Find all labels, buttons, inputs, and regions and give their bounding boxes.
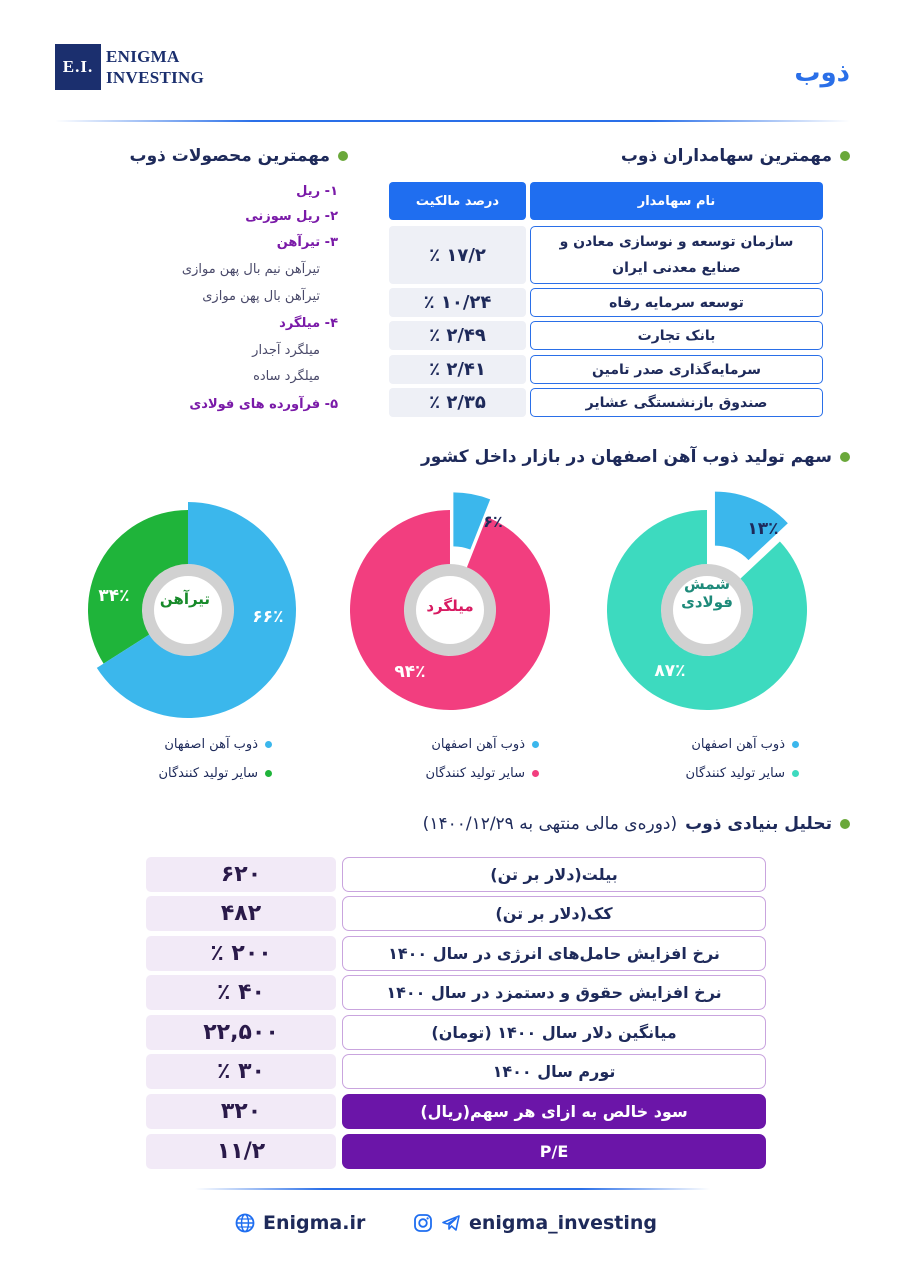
product-item: ۵- فرآورده های فولادی (189, 397, 338, 412)
slice-label-zob: ۶٪ (483, 512, 503, 531)
analysis-value: ۲۲,۵۰۰ (146, 1015, 336, 1050)
legend-others: سایر تولید کنندگان (685, 766, 799, 781)
product-subitem: میلگرد ساده (253, 369, 320, 384)
legend-dot-icon (265, 770, 272, 777)
slice-label-zob: ۱۳٪ (747, 519, 779, 539)
telegram-icon (441, 1213, 461, 1233)
legend-others: سایر تولید کنندگان (425, 766, 539, 781)
footer-divider (195, 1188, 710, 1190)
analysis-label: نرخ افزایش حامل‌های انرژی در سال ۱۴۰۰ (342, 936, 766, 971)
product-subitem: تیرآهن نیم بال پهن موازی (181, 262, 320, 277)
shareholder-name: صندوق بازنشستگی عشایر (530, 388, 823, 417)
logo-text (106, 46, 204, 88)
analysis-label: P/E (342, 1134, 766, 1169)
analysis-value: ۶۲۰ (146, 857, 336, 892)
bullet-icon (338, 151, 348, 161)
shareholder-pct: ۲/۳۵ ٪ (389, 388, 526, 417)
legend-zob: ذوب آهن اصفهان (691, 737, 799, 752)
products-heading: مهمترین محصولات ذوب (130, 146, 348, 166)
website-link[interactable]: Enigma.ir (235, 1212, 365, 1234)
bullet-icon (840, 819, 850, 829)
shareholder-pct: ۲/۴۹ ٪ (389, 321, 526, 350)
shareholder-name: بانک تجارت (530, 321, 823, 350)
header-divider (55, 120, 850, 122)
logo-line2: INVESTING (106, 68, 205, 87)
instagram-icon (413, 1213, 433, 1233)
shareholder-name: سرمایه‌گذاری صدر تامین (530, 355, 823, 384)
shareholders-heading: مهمترین سهامداران ذوب (621, 146, 850, 166)
product-item: ۲- ریل سوزنی (245, 209, 338, 224)
analysis-heading: تحلیل بنیادی ذوب (دوره‌ی مالی منتهی به ۱۴۰۰/۱۲/۲۹) (423, 814, 850, 834)
analysis-label: سود خالص به ازای هر سهم(ریال) (342, 1094, 766, 1129)
analysis-label: نرخ افزایش حقوق و دستمزد در سال ۱۴۰۰ (342, 975, 766, 1010)
product-item: ۴- میلگرد (279, 316, 338, 331)
donut-center-label: شمش فولادی (681, 575, 733, 611)
col-header-name: نام سهامدار (530, 182, 823, 220)
analysis-value: ۴۸۲ (146, 896, 336, 931)
social-link[interactable]: enigma_investing (413, 1212, 657, 1234)
slice-label-zob: ۶۶٪ (252, 607, 284, 627)
product-subitem: میلگرد آجدار (252, 343, 320, 358)
logo-line1: ENIGMA (106, 47, 180, 66)
legend-dot-icon (792, 741, 799, 748)
bullet-icon (840, 452, 850, 462)
product-subitem: تیرآهن بال پهن موازی (202, 289, 320, 304)
analysis-label: کک(دلار بر تن) (342, 896, 766, 931)
legend-dot-icon (265, 741, 272, 748)
legend-dot-icon (532, 741, 539, 748)
donut-center-label: تیرآهن (159, 590, 211, 608)
analysis-value: ۲۰۰ ٪ (146, 936, 336, 971)
analysis-value: ۳۰ ٪ (146, 1054, 336, 1089)
analysis-value: ۴۰ ٪ (146, 975, 336, 1010)
page-title: ذوب (794, 58, 850, 88)
legend-others: سایر تولید کنندگان (158, 766, 272, 781)
legend-zob: ذوب آهن اصفهان (164, 737, 272, 752)
shareholder-pct: ۱۰/۲۴ ٪ (389, 288, 526, 317)
shareholder-name: سازمان توسعه و نوسازی معادن و صنایع معدنی ایران (530, 226, 823, 284)
col-header-pct: درصد مالکیت (389, 182, 526, 220)
donut-hole (154, 576, 222, 644)
legend-zob: ذوب آهن اصفهان (431, 737, 539, 752)
legend-dot-icon (532, 770, 539, 777)
analysis-value: ۳۲۰ (146, 1094, 336, 1129)
logo-mark: E.I. (55, 44, 101, 90)
shareholder-name: توسعه سرمایه رفاه (530, 288, 823, 317)
slice-label-others: ۳۴٪ (98, 586, 130, 606)
product-item: ۱- ریل (296, 184, 338, 199)
legend-dot-icon (792, 770, 799, 777)
slice-label-others: ۸۷٪ (654, 661, 686, 681)
analysis-value: ۱۱/۲ (146, 1134, 336, 1169)
product-item: ۳- تیرآهن (276, 235, 338, 250)
shareholder-pct: ۲/۴۱ ٪ (389, 355, 526, 384)
bullet-icon (840, 151, 850, 161)
analysis-subheading: (دوره‌ی مالی منتهی به ۱۴۰۰/۱۲/۲۹) (422, 814, 678, 834)
slice-label-others: ۹۴٪ (394, 662, 426, 682)
donut-center-label: میلگرد (426, 597, 474, 615)
globe-icon (235, 1213, 255, 1233)
analysis-label: بیلت(دلار بر تن) (342, 857, 766, 892)
market-share-heading: سهم تولید ذوب آهن اصفهان در بازار داخل کشور (421, 447, 850, 467)
analysis-label: میانگین دلار سال ۱۴۰۰ (تومان) (342, 1015, 766, 1050)
analysis-label: تورم سال ۱۴۰۰ (342, 1054, 766, 1089)
shareholder-pct: ۱۷/۲ ٪ (389, 226, 526, 284)
